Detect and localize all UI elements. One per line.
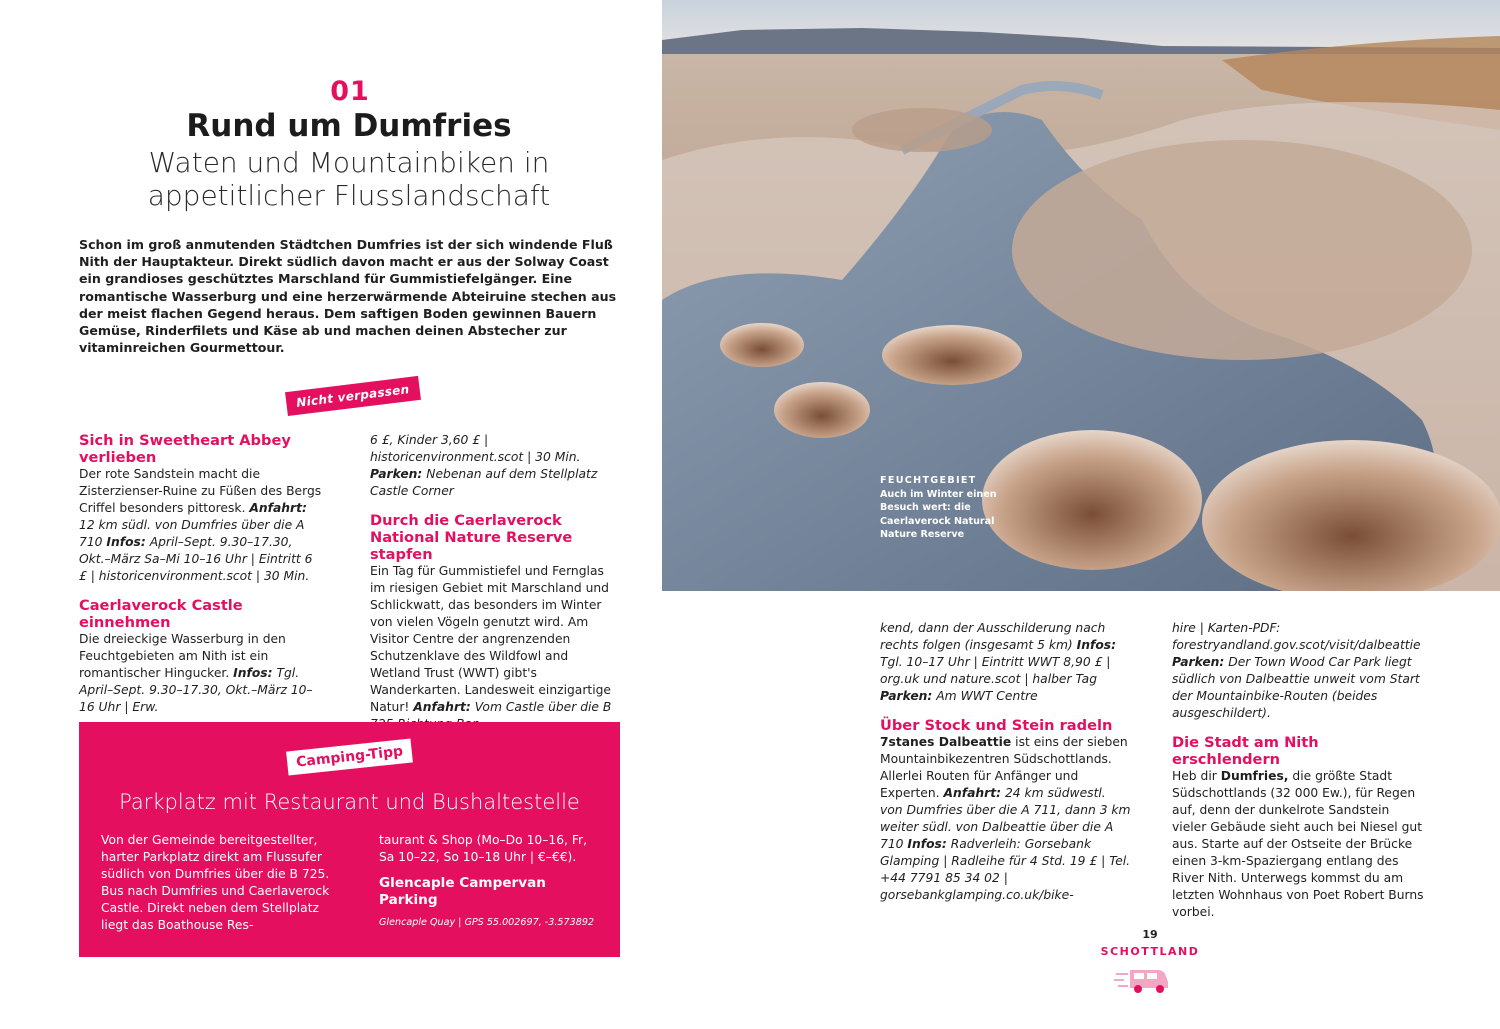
value-parken: Am WWT Centre [936,689,1038,703]
value-infos: Tgl. April–Sept. 9.30–17.30, Okt.–März 10–16 Uhr | Erw. [79,666,313,714]
label-anfahrt: Anfahrt: [943,786,1002,800]
chapter-number: 01 [330,76,370,107]
camping-tip-tag: Camping-Tipp [286,739,413,776]
value-anfahrt: 12 km südl. von Dumfries über die A 710 [79,518,305,549]
bold-place-name: 7stanes Dalbeattie [880,735,1012,749]
value-parken: Der Town Wood Car Park liegt südlich von Dalbeattie unweit vom Start der Mountainbike-Routen (beides ausgeschildert). [1172,655,1420,720]
value-parken: Nebenan auf dem Stellplatz Castle Corner [370,467,598,498]
paragraph-stock-und-stein [880,734,1132,904]
caption-heading: FEUCHTGEBIET [880,475,977,486]
paragraph-continuation [370,432,620,500]
value-infos: April–Sept. 9.30–17.30, Okt.–März Sa–Mi 10–16 Uhr | Eintritt 6 £ | historicenvironment.scot | 30 Min. [79,535,313,583]
camping-text-column-2 [379,832,604,931]
intro-paragraph: Schon im groß anmutenden Städtchen Dumfries ist der sich windende Fluß Nith der Hauptakteur. Direkt südlich davon macht er aus der Solway Coast ein grandioses geschütztes Marschland für Gummistiefelgänger. Eine romantische Wasserburg und eine herzerwärmende Abteiruine stechen aus der meist flachen Gegend heraus. Dem saftigen Boden gewinnen Bauern Gemüse, Rinderfilets und Käse ab und machen deinen Abstecher zur vitaminreichen Gourmettour. [79,237,617,356]
value-anfahrt: kend, dann der Ausschilderung nach rechts folgen (insgesamt 5 km) [880,621,1106,652]
text-column-1 [79,432,324,716]
value-infos: Radverleih: Gorsebank Glamping | Radleihe für 4 Std. 19 £ | Tel. +44 7791 85 34 02 | gorsebankglamping.co.uk/bike- [880,837,1131,902]
photo-caption [880,474,1000,542]
camping-address: Glencaple Quay | GPS 55.002697, -3.573892 [379,917,595,928]
subtitle-line-2: appetitlicher Flusslandschaft [147,179,551,212]
bold-place-name: Dumfries, [1220,769,1289,783]
heading-caerlaverock-castle: Caerlaverock Castle einnehmen [79,597,243,631]
body-text: Ein Tag für Gummistiefel und Fernglas im riesigen Gebiet mit Marschland und Schlickwatt, das besonders im Winter von vielen Vögeln genutzt wird. Am Visitor Centre der angrenzenden Schutzenklave des Wildfowl and Wetland Trust (WWT) gibt's Wanderkarten. Landesweit einzigartige Natur! [370,564,612,714]
value-infos: hire | Karten-PDF: forestryandland.gov.scot/visit/dalbeattie [1172,621,1421,652]
heading-sweetheart-abbey: Sich in Sweetheart Abbey verlieben [79,432,291,466]
campervan-icon [1114,964,1170,994]
page-title: Rund um Dumfries [186,108,512,144]
text-column-3 [880,620,1132,904]
frosty-marsh-image [662,0,1500,591]
value-infos: 6 £, Kinder 3,60 £ | historicenvironment.scot | 30 Min. [370,433,581,464]
paragraph-continuation [1172,620,1424,722]
page-number: 19 [1142,928,1158,941]
label-parken: Parken: [1172,655,1225,669]
paragraph-stadt-am-nith [1172,768,1424,921]
label-infos: Infos: [907,837,947,851]
body-text: ist eins der sieben Mountainbikezentren Südschottlands. Allerlei Routen für Anfänger und Experten. [880,735,1128,800]
camping-place-name: Glencaple Campervan Parking [379,875,546,908]
body-text: Der rote Sandstein macht die Zisterzienser-Ruine zu Füßen des Bergs Criffel besonders pittoresk. [79,467,322,515]
label-anfahrt: Anfahrt: [413,700,471,714]
camping-text: taurant & Shop (Mo–Do 10–16, Fr, Sa 10–22, So 10–18 Uhr | €–€€). [379,833,587,864]
value-infos: Tgl. 10–17 Uhr | Eintritt WWT 8,90 £ | org.uk und nature.scot | halber Tag [880,655,1111,686]
wetland-photo [662,0,1500,591]
label-parken: Parken: [880,689,933,703]
paragraph-sweetheart-abbey [79,466,324,585]
caption-text: Auch im Winter einen Besuch wert: die Caerlaverock Natural Nature Reserve [880,488,997,541]
body-text: die größte Stadt Südschottlands (32 000 Ew.), für Regen auf, denn der dunkelrote Sandstein vieler Gebäude sieht auch bei Niesel gut aus. Starte auf der Ostseite der Brücke einen 3-km-Spaziergang entlang des River Nith. Unterwegs kommst du am letzten Wohnhaus von Poet Robert Burns vorbei. [1172,769,1424,919]
paragraph-nature-reserve [370,563,620,733]
label-infos: Infos: [233,666,273,680]
heading-nature-reserve: Durch die Caerlaverock National Nature Reserve stapfen [370,512,573,563]
heading-stock-und-stein: Über Stock und Stein radeln [880,717,1113,734]
section-label: SCHOTTLAND [1100,945,1200,958]
text-column-2 [370,432,620,733]
body-text: Die dreieckige Wasserburg in den Feuchtgebieten am Nith ist ein romantischer Hingucker. [79,632,286,680]
text-column-4 [1172,620,1424,921]
label-parken: Parken: [370,467,423,481]
label-infos: Infos: [106,535,146,549]
page-subtitle [79,146,619,212]
nicht-verpassen-tag: Nicht verpassen [285,376,421,416]
value-anfahrt: Vom Castle über die B [474,700,612,714]
paragraph-continuation [880,620,1132,705]
value-anfahrt: 24 km südwestl. von Dumfries über die A 711, dann 3 km weiter südl. von Dalbeattie über die A 710 [880,786,1131,851]
camping-text-column-1: Von der Gemeinde bereitgestellter, harter Parkplatz direkt am Flussufer südlich von Dumfries über die B 725. Bus nach Dumfries und Caerlaverock Castle. Direkt neben dem Stellplatz liegt das Boathouse Res- [101,833,330,932]
heading-stadt-am-nith: Die Stadt am Nith erschlendern [1172,734,1319,768]
paragraph-caerlaverock-castle [79,631,324,716]
body-text: Heb dir [1172,769,1217,783]
label-anfahrt: Anfahrt: [249,501,307,515]
label-infos: Infos: [1076,638,1117,652]
subtitle-line-1: Waten und Mountainbiken in [148,146,550,179]
camping-tip-title: Parkplatz mit Restaurant und Bushaltestelle [119,790,580,814]
